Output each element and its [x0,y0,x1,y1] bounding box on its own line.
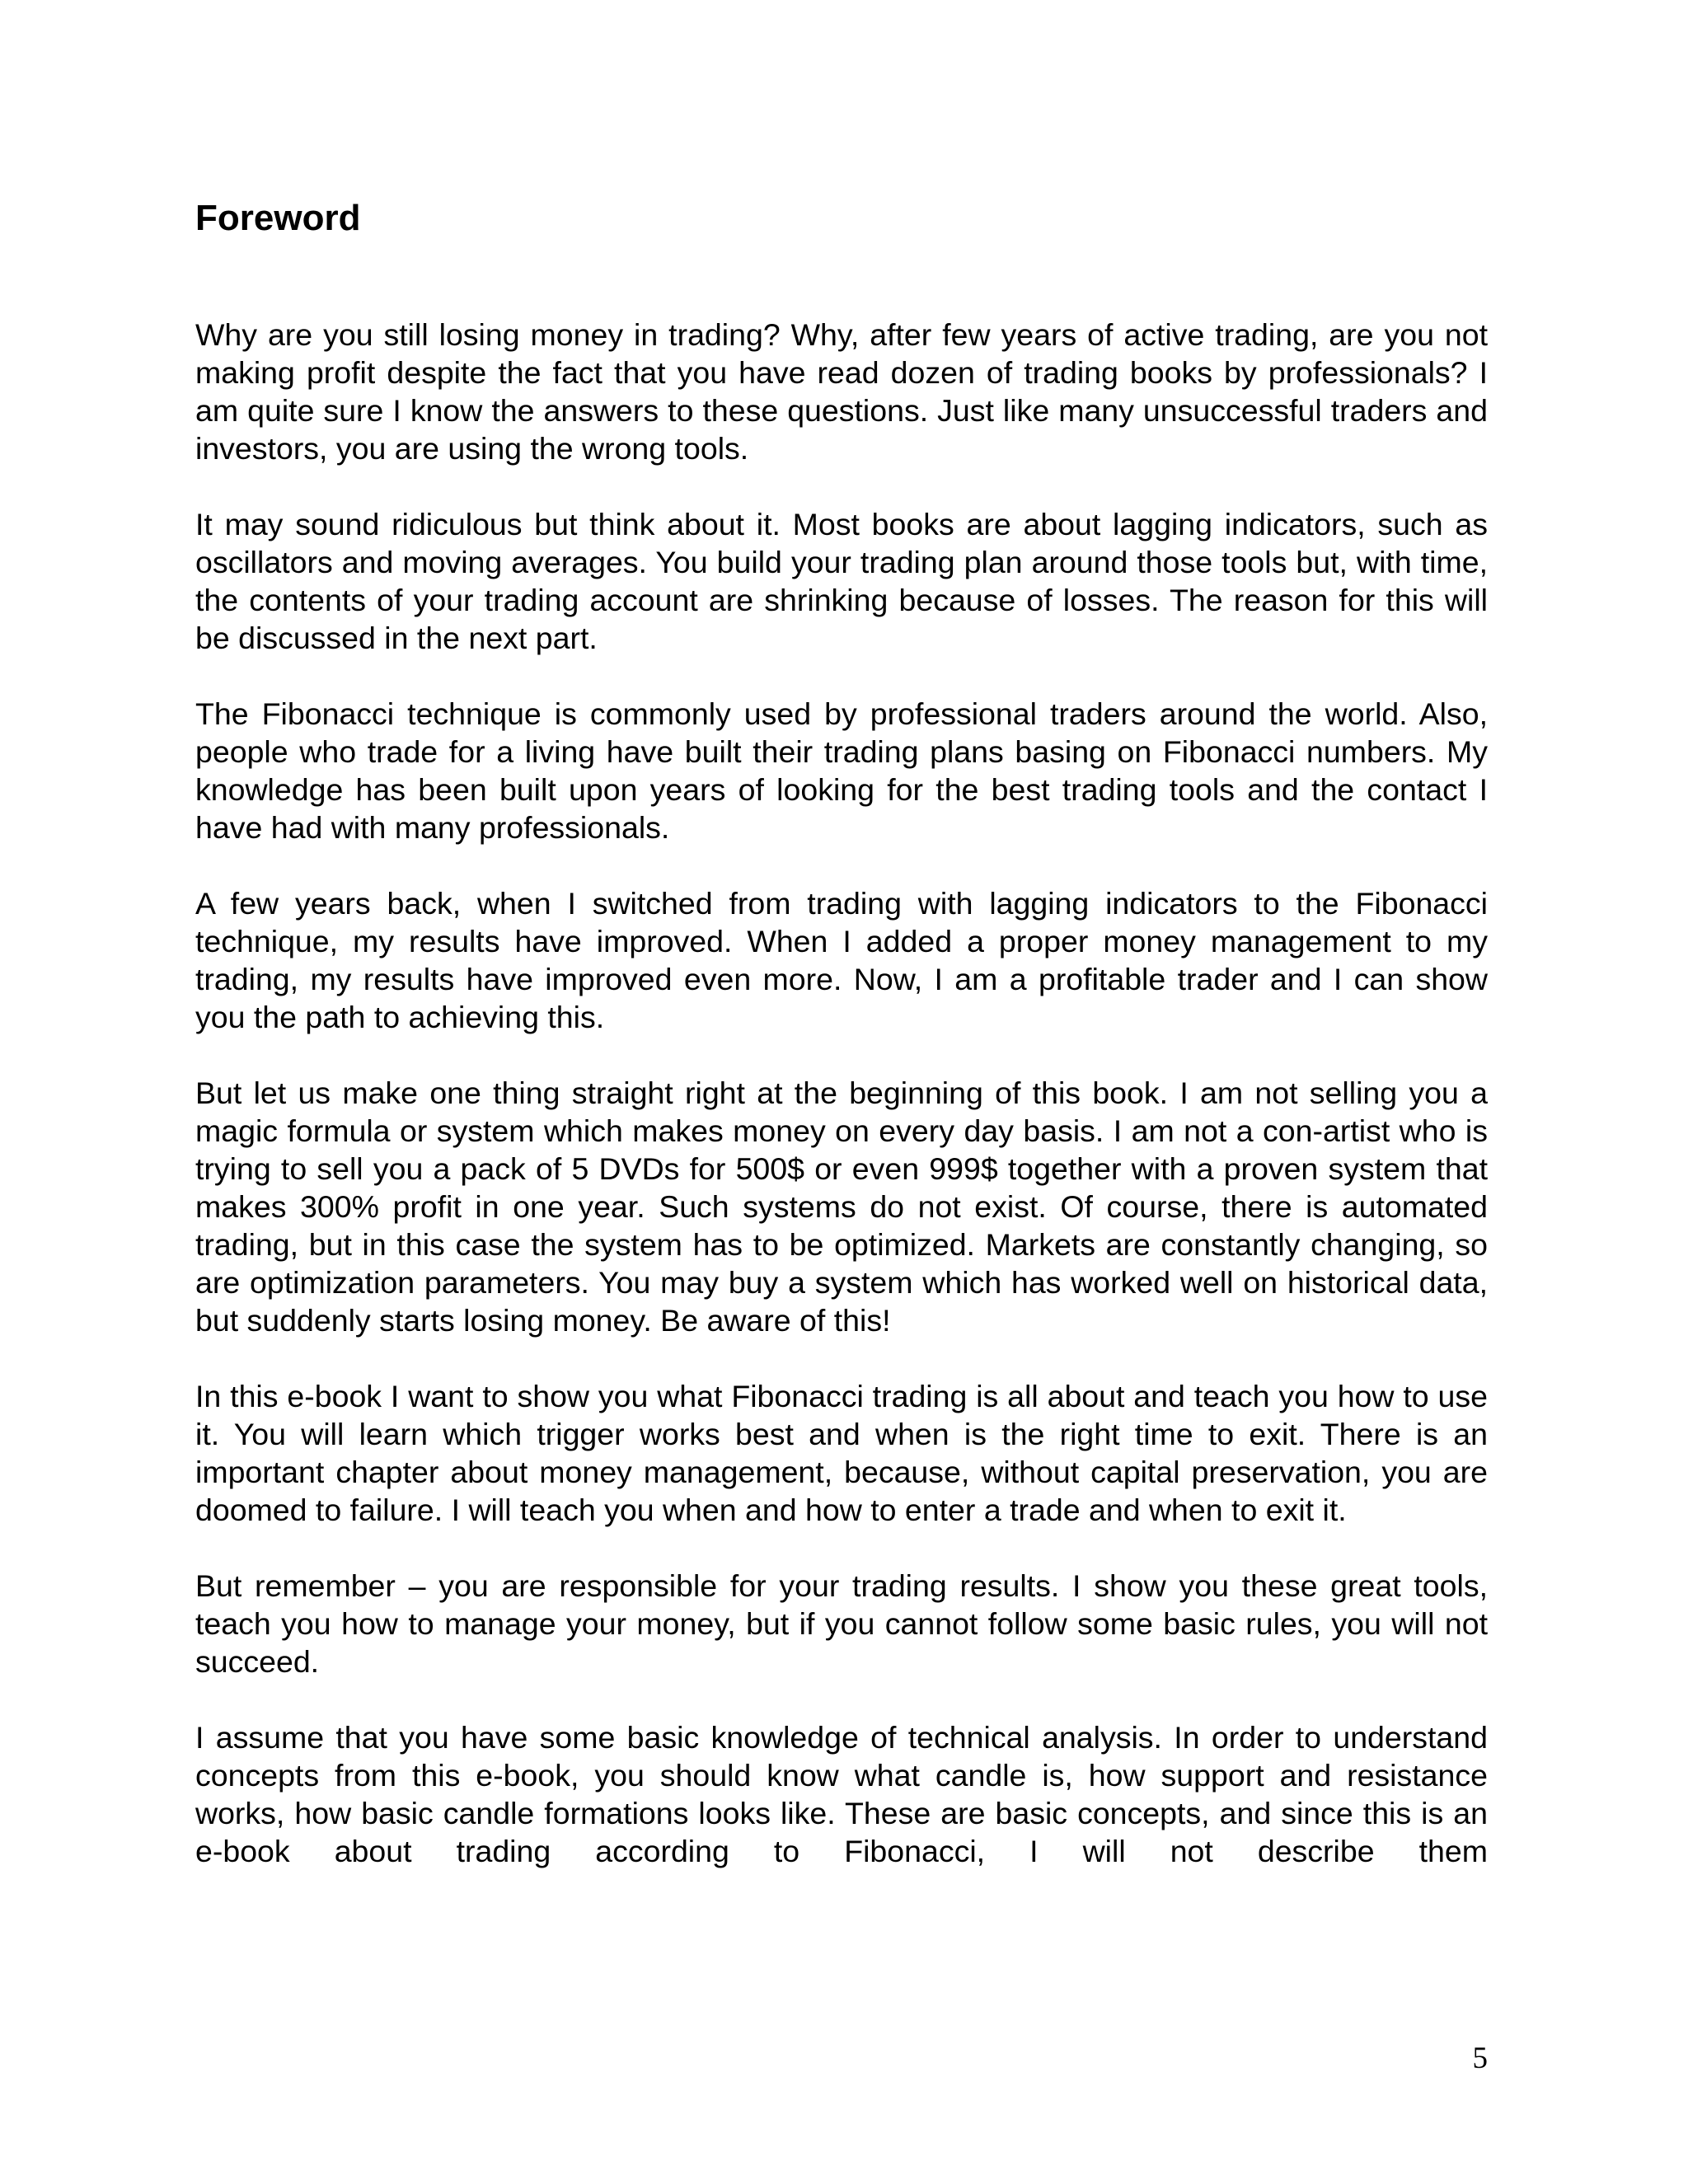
paragraph-7: But remember – you are responsible for your trading results. I show you these great tools, teach you how to manage your money, but if you cannot follow some basic rules, you will not succeed. [195,1568,1488,1679]
page-number: 5 [1472,2041,1488,2075]
paragraph-4: A few years back, when I switched from trading with lagging indicators to the Fibonacci technique, my results have improved. When I added a proper money management to my trading, my results have improved even more. Now, I am a profitable trader and I can show you the path to achieving this. [195,886,1488,1034]
paragraph-8: I assume that you have some basic knowledge of technical analysis. In order to understand concepts from this e-book, you should know what candle is, how support and resistance works, how basic candle formations looks like. These are basic concepts, and since this is an e-book about trading according to Fibonacci, I will not describe them [195,1720,1488,1868]
body-text [195,316,1488,1908]
paragraph-6: In this e-book I want to show you what Fibonacci trading is all about and teach you how to use it. You will learn which trigger works best and when is the right time to exit. There is an important chapter about money management, because, without capital preservation, you are doomed to failure. I will teach you when and how to enter a trade and when to exit it. [195,1379,1488,1527]
paragraph-5: But let us make one thing straight right at the beginning of this book. I am not selling you a magic formula or system which makes money on every day basis. I am not a con-artist who is trying to sell you a pack of 5 DVDs for 500$ or even 999$ together with a proven system that makes 300% profit in one year. Such systems do not exist. Of course, there is automated trading, but in this case the system has to be optimized. Markets are constantly changing, so are optimization parameters. You may buy a system which has worked well on historical data, but suddenly starts losing money. Be aware of this! [195,1076,1488,1338]
page-title: Foreword [195,198,361,238]
paragraph-1: Why are you still losing money in trading? Why, after few years of active trading, are you not making profit despite the fact that you have read dozen of trading books by professionals? I am quite sure I know the answers to these questions. Just like many unsuccessful traders and investors, you are using the wrong tools. [195,317,1488,466]
paragraph-3: The Fibonacci technique is commonly used by professional traders around the world. Also, people who trade for a living have built their trading plans basing on Fibonacci numbers. My knowledge has been built upon years of looking for the best trading tools and the contact I have had with many professionals. [195,696,1488,845]
paragraph-2: It may sound ridiculous but think about it. Most books are about lagging indicators, such as oscillators and moving averages. You build your trading plan around those tools but, with time, the contents of your trading account are shrinking because of losses. The reason for this will be discussed in the next part. [195,507,1488,655]
